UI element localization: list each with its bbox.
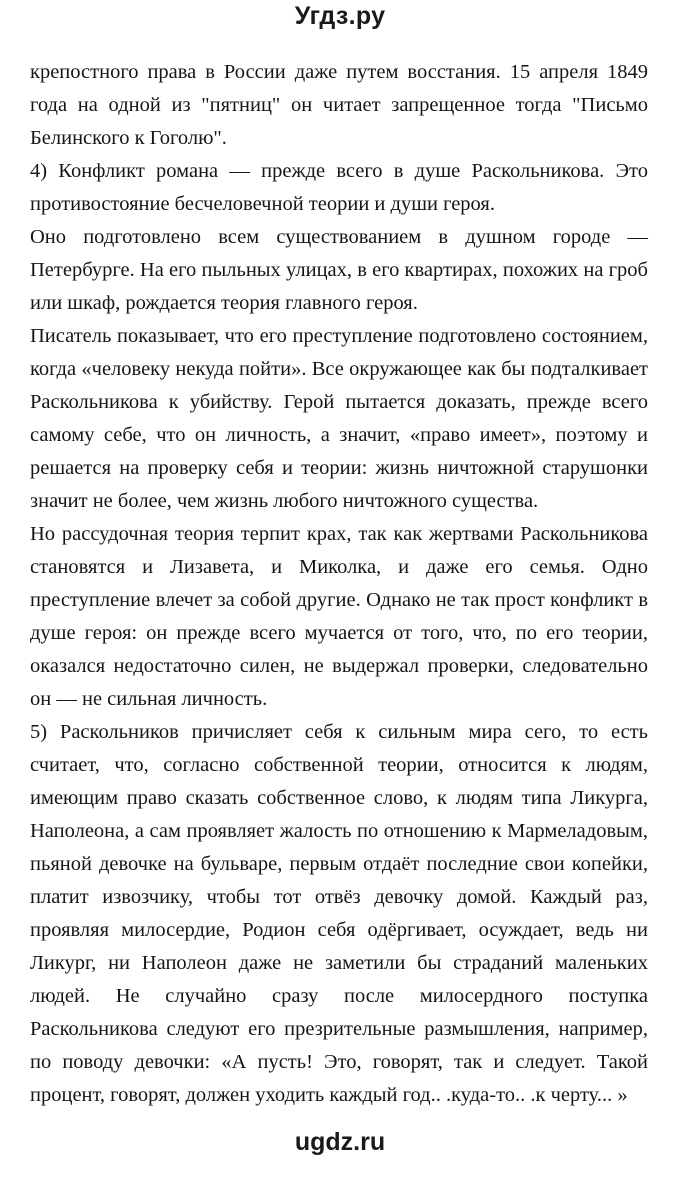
text-line: Раскольникова следуют его презрительные размышления, например, bbox=[30, 1018, 648, 1040]
text-line: оказался недостаточно силен, не выдержал проверки, следовательно bbox=[30, 655, 648, 677]
text-line: значит не более, чем жизнь любого ничтожного существа. bbox=[30, 490, 539, 512]
text-line: решается на проверку себя и теории: жизнь ничтожной старушонки bbox=[30, 457, 648, 479]
site-header-title: Угдз.ру bbox=[294, 2, 386, 30]
text-line: самому себе, что он личность, а значит, «право имеет», поэтому и bbox=[30, 424, 648, 446]
text-line: пьяной девочке на бульваре, первым отдаёт последние свои копейки, bbox=[30, 853, 648, 875]
text-line: Писатель показывает, что его преступление подготовлено состоянием, bbox=[30, 325, 648, 347]
text-line: преступление влечет за собой другие. Однако не так прост конфликт в bbox=[30, 589, 648, 611]
text-line: крепостного права в России даже путем восстания. 15 апреля 1849 bbox=[30, 61, 648, 83]
text-line: противостояние бесчеловечной теории и души героя. bbox=[30, 193, 495, 215]
text-line: становятся и Лизавета, и Миколка, и даже его семья. Одно bbox=[30, 556, 648, 578]
text-line: Раскольникова к убийству. Герой пытается доказать, прежде всего bbox=[30, 391, 648, 413]
text-line: или шкаф, рождается теория главного героя. bbox=[30, 292, 418, 314]
text-line: Но рассудочная теория терпит крах, так как жертвами Раскольникова bbox=[30, 523, 648, 545]
text-line: Оно подготовлено всем существованием в душном городе — bbox=[30, 226, 648, 248]
text-line: он — не сильная личность. bbox=[30, 688, 268, 710]
text-line: считает, что, согласно собственной теории, относится к людям, bbox=[30, 754, 648, 776]
text-line: Ликург, ни Наполеон даже не заметили бы страданий маленьких bbox=[30, 952, 648, 974]
text-line: людей. Не случайно сразу после милосердного поступка bbox=[30, 985, 648, 1007]
text-line: проявляя милосердие, Родион себя одёргивает, осуждает, ведь ни bbox=[30, 919, 648, 941]
text-line: процент, говорят, должен уходить каждый год.. .куда-то.. .к черту... » bbox=[30, 1084, 628, 1106]
text-line: имеющим право сказать собственное слово, к людям типа Ликурга, bbox=[30, 787, 648, 809]
text-line: 5) Раскольников причисляет себя к сильным мира сего, то есть bbox=[30, 721, 648, 743]
text-line: Наполеона, а сам проявляет жалость по отношению к Мармеладовым, bbox=[30, 820, 648, 842]
text-line: Петербурге. На его пыльных улицах, в его квартирах, похожих на гроб bbox=[30, 259, 648, 281]
text-line: года на одной из "пятниц" он читает запрещенное тогда "Письмо bbox=[30, 94, 648, 116]
text-line: Белинского к Гоголю". bbox=[30, 127, 227, 149]
text-line: по поводу девочки: «А пусть! Это, говорят, так и следует. Такой bbox=[30, 1051, 648, 1073]
text-line: платит извозчику, чтобы тот отвёз девочку домой. Каждый раз, bbox=[30, 886, 648, 908]
text-line: когда «человеку некуда пойти». Все окружающее как бы подталкивает bbox=[30, 358, 648, 380]
text-line: 4) Конфликт романа — прежде всего в душе Раскольникова. Это bbox=[30, 160, 648, 182]
site-footer-title: ugdz.ru bbox=[294, 1128, 386, 1156]
text-line: душе героя: он прежде всего мучается от того, что, по его теории, bbox=[30, 622, 648, 644]
